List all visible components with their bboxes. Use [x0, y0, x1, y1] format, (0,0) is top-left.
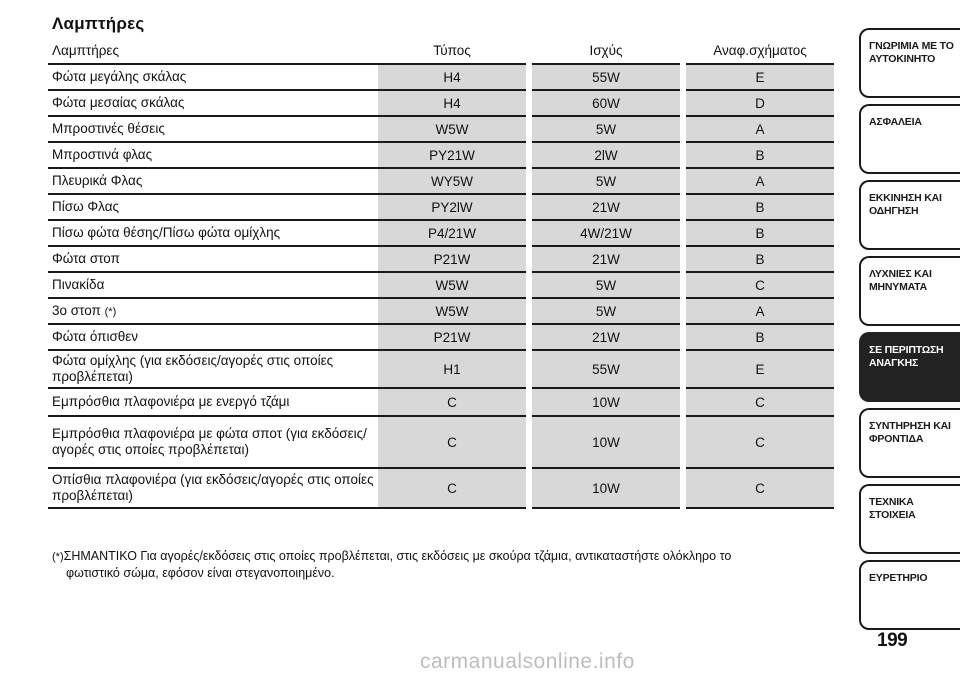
- lamp-ref: E: [683, 350, 834, 388]
- lamp-name: [48, 116, 378, 142]
- chapter-tab[interactable]: ΣΕ ΠΕΡΙΠΤΩΣΗ ΑΝΑΓΚΗΣ: [859, 332, 960, 402]
- footnote-mark: (*): [52, 551, 64, 563]
- lamp-name-text: 3ο στοπ: [52, 302, 101, 318]
- header-ref: Αναφ.σχήματος: [683, 38, 834, 64]
- lamp-name-text: Μπροστινές θέσεις: [52, 121, 165, 136]
- lamp-power: 10W: [529, 416, 683, 468]
- lamp-ref: B: [683, 194, 834, 220]
- lamp-name: [48, 246, 378, 272]
- table-row: [48, 246, 834, 272]
- table-row: [48, 324, 834, 350]
- lamp-type: PY21W: [378, 142, 529, 168]
- chapter-tab[interactable]: ΤΕΧΝΙΚΑ ΣΤΟΙΧΕΙΑ: [859, 484, 960, 554]
- page-number: 199: [877, 630, 908, 651]
- lamp-name: [48, 64, 378, 90]
- table-row: [48, 416, 834, 468]
- lamp-type: P21W: [378, 246, 529, 272]
- lamp-power: 21W: [529, 246, 683, 272]
- lamp-ref: C: [683, 272, 834, 298]
- lamp-ref: E: [683, 64, 834, 90]
- lamp-name-text: Μπροστινά φλας: [52, 147, 153, 162]
- lamp-name-text: Πίσω Φλας: [52, 199, 119, 214]
- lamp-power: 2lW: [529, 142, 683, 168]
- lamp-name: [48, 142, 378, 168]
- lamp-type: H1: [378, 350, 529, 388]
- table-row: [48, 272, 834, 298]
- table-row: [48, 468, 834, 508]
- lamp-power: 21W: [529, 194, 683, 220]
- lamp-power: 4W/21W: [529, 220, 683, 246]
- lamp-power: 55W: [529, 64, 683, 90]
- lamp-ref: C: [683, 416, 834, 468]
- lamp-name: [48, 90, 378, 116]
- lamp-name: [48, 194, 378, 220]
- lamp-type: PY2lW: [378, 194, 529, 220]
- watermark: carmanualsonline.info: [420, 650, 635, 673]
- lamp-power: 10W: [529, 468, 683, 508]
- table-row: [48, 168, 834, 194]
- lamp-name: [48, 298, 378, 324]
- lamp-name-text: Φώτα ομίχλης (για εκδόσεις/αγορές στις οποίες προβλέπεται): [52, 353, 334, 384]
- table-row: [48, 142, 834, 168]
- header-power: Ισχύς: [529, 38, 683, 64]
- chapter-tab[interactable]: ΑΣΦΑΛΕΙΑ: [859, 104, 960, 174]
- lamp-name-text: Φώτα στοπ: [52, 251, 120, 266]
- lamp-name-text: Φώτα μεγάλης σκάλας: [52, 69, 187, 84]
- lamp-name-text: Πίσω φώτα θέσης/Πίσω φώτα ομίχλης: [52, 225, 281, 240]
- lamp-type: C: [378, 388, 529, 416]
- table-row: [48, 194, 834, 220]
- lamp-type: C: [378, 416, 529, 468]
- lamp-ref: C: [683, 388, 834, 416]
- lamp-type: W5W: [378, 272, 529, 298]
- table-header-row: [48, 38, 834, 64]
- lamp-name-text: Πινακίδα: [52, 277, 105, 292]
- lamp-name-text: Φώτα μεσαίας σκάλας: [52, 95, 185, 110]
- footnote-line1: ΣΗΜΑΝΤΙΚΟ Για αγορές/εκδόσεις στις οποίες προβλέπεται, στις εκδόσεις με σκούρα τζάμια, αντικαταστήστε ολόκληρο το: [63, 549, 732, 563]
- lamp-type: W5W: [378, 116, 529, 142]
- header-lamps: Λαμπτήρες: [48, 38, 378, 64]
- lamp-power: 55W: [529, 350, 683, 388]
- footnote: [52, 548, 842, 581]
- lamp-name: [48, 220, 378, 246]
- lamp-name: [48, 350, 378, 388]
- table-row: [48, 116, 834, 142]
- lamp-power: 21W: [529, 324, 683, 350]
- lamp-name-text: Οπίσθια πλαφονιέρα (για εκδόσεις/αγορές στις οποίες προβλέπεται): [52, 472, 374, 503]
- lamp-name: [48, 468, 378, 508]
- header-type: Τύπος: [378, 38, 529, 64]
- lamp-ref: B: [683, 142, 834, 168]
- lamps-table: [48, 38, 834, 509]
- chapter-tab[interactable]: ΣΥΝΤΗΡΗΣΗ ΚΑΙ ΦΡΟΝΤΙΔΑ: [859, 408, 960, 478]
- lamp-type: P4/21W: [378, 220, 529, 246]
- lamp-power: 5W: [529, 168, 683, 194]
- lamp-ref: A: [683, 168, 834, 194]
- lamp-ref: D: [683, 90, 834, 116]
- lamp-ref: A: [683, 116, 834, 142]
- lamp-power: 5W: [529, 116, 683, 142]
- lamp-name: [48, 324, 378, 350]
- lamp-type: H4: [378, 64, 529, 90]
- lamp-type: WY5W: [378, 168, 529, 194]
- lamp-type: C: [378, 468, 529, 508]
- chapter-tab[interactable]: ΓΝΩΡΙΜΙΑ ΜΕ ΤΟ ΑΥΤΟΚΙΝΗΤΟ: [859, 28, 960, 98]
- lamp-ref: B: [683, 220, 834, 246]
- lamp-name-text: Εμπρόσθια πλαφονιέρα με φώτα σποτ (για εκδόσεις/αγορές στις οποίες προβλέπεται): [52, 426, 367, 457]
- lamp-ref: A: [683, 298, 834, 324]
- lamp-name: [48, 388, 378, 416]
- lamp-name-text: Φώτα όπισθεν: [52, 329, 139, 344]
- table-row: [48, 350, 834, 388]
- lamp-name: [48, 272, 378, 298]
- lamp-ref: B: [683, 246, 834, 272]
- table-row: [48, 298, 834, 324]
- lamp-name-text: Πλευρικά Φλας: [52, 173, 143, 188]
- table-row: [48, 388, 834, 416]
- table-row: [48, 64, 834, 90]
- lamp-type: P21W: [378, 324, 529, 350]
- lamp-name-mark: (*): [104, 305, 117, 318]
- lamp-name: [48, 416, 378, 468]
- lamp-type: H4: [378, 90, 529, 116]
- chapter-tab[interactable]: ΕΚΚΙΝΗΣΗ ΚΑΙ ΟΔΗΓΗΣΗ: [859, 180, 960, 250]
- lamp-type: W5W: [378, 298, 529, 324]
- table-row: [48, 90, 834, 116]
- lamp-ref: B: [683, 324, 834, 350]
- lamp-power: 60W: [529, 90, 683, 116]
- lamp-name: [48, 168, 378, 194]
- page-title: Λαμπτήρες: [52, 14, 145, 33]
- chapter-tab[interactable]: ΛΥΧΝΙΕΣ ΚΑΙ ΜΗΝΥΜΑΤΑ: [859, 256, 960, 326]
- lamp-ref: C: [683, 468, 834, 508]
- lamp-power: 10W: [529, 388, 683, 416]
- chapter-tab[interactable]: ΕΥΡΕΤΗΡΙΟ: [859, 560, 960, 630]
- footnote-line2: φωτιστικό σώμα, εφόσον είναι στεγανοποιημένο.: [66, 566, 335, 580]
- lamp-power: 5W: [529, 298, 683, 324]
- lamp-power: 5W: [529, 272, 683, 298]
- table-row: [48, 220, 834, 246]
- lamp-name-text: Εμπρόσθια πλαφονιέρα με ενεργό τζάμι: [52, 394, 290, 409]
